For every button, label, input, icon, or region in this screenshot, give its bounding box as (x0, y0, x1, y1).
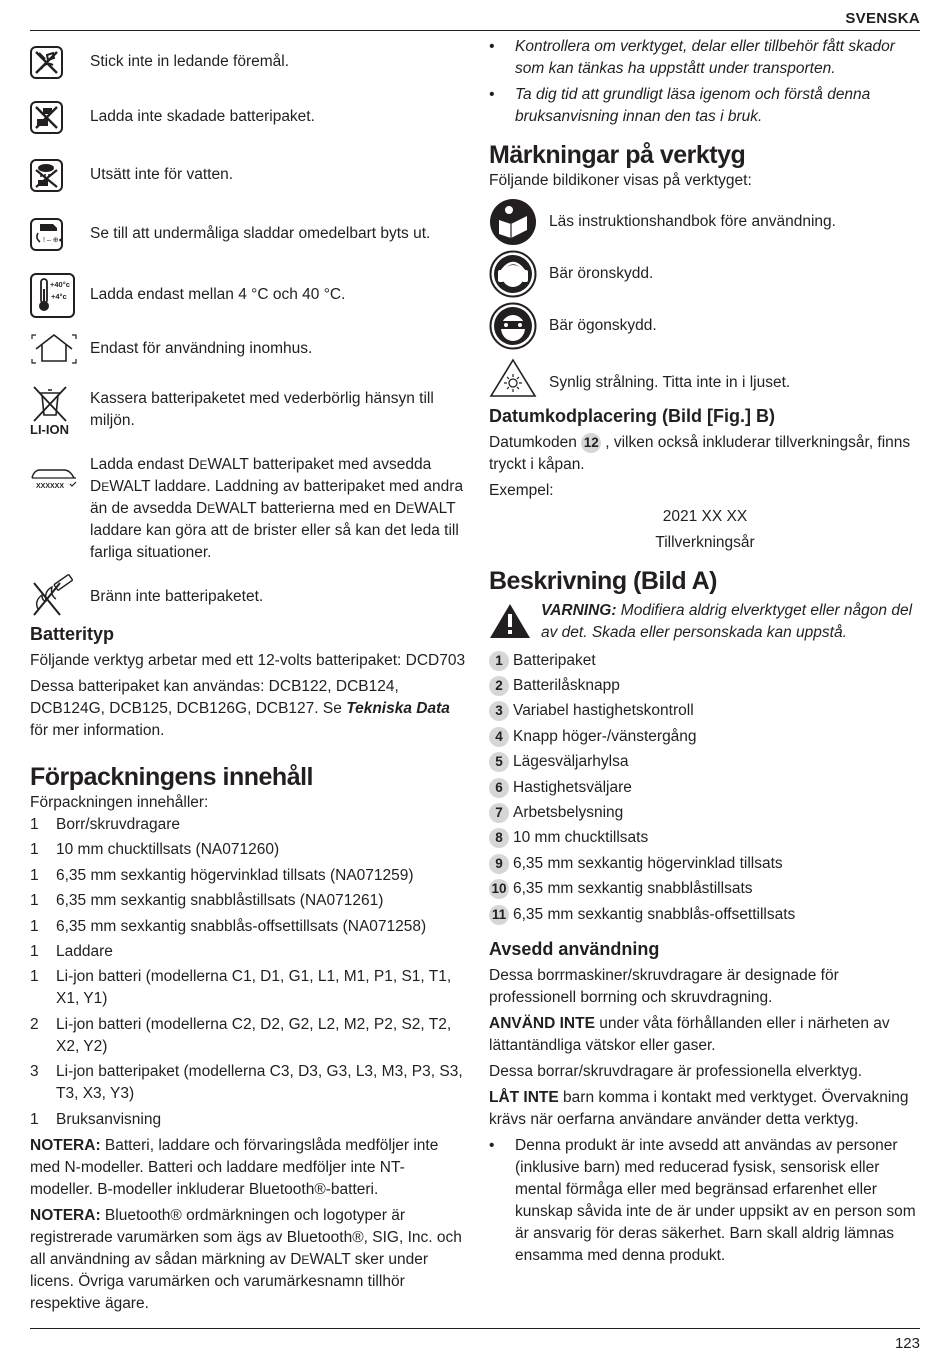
bullet-item: • Denna produkt är inte avsedd att användas av personer (inklusive barn) med reducerad fysisk, sensorisk eller mental förmåga eller med begränsad erfarenhet eller kunskap såvida inte de är under uppsikt av en person som är ansvarig för deras säkerhet. Barn skall aldrig lämnas ensamma med denna produkt. (489, 1137, 916, 1265)
eye-protection-icon (489, 302, 539, 350)
no-water-icon (30, 159, 63, 192)
symbol-row (30, 204, 466, 264)
battery-type-heading: Batterityp (30, 624, 115, 644)
svg-text:+4°c: +4°c (50, 292, 67, 301)
part-number-badge: 2 (489, 676, 509, 696)
footer-rule (30, 1328, 920, 1329)
package-item-text: 6,35 mm sexkantig snabblås-offsettillsats (NA071258) (56, 917, 427, 935)
visible-radiation-icon (489, 357, 539, 399)
markings-heading: Märkningar på verktyg (489, 141, 746, 169)
example-caption: Tillverkningsår (655, 534, 755, 551)
symbol-text: Bränn inte batteripaketet. (90, 588, 264, 605)
bullet-item: • Kontrollera om verktyget, delar eller tillbehör fått skador som kan tänkas ha uppstått under transporten. (489, 38, 895, 77)
svg-text:+40°c: +40°c (49, 280, 70, 289)
recycle-bin-icon (30, 383, 80, 437)
part-label: Hastighetsväljare (513, 778, 632, 796)
part-number-badge: 11 (489, 905, 509, 925)
marking-text: Bär öronskydd. (549, 265, 654, 282)
symbol-text: Utsätt inte för vatten. (90, 166, 234, 183)
marking-row (489, 352, 921, 404)
package-item-text: Borr/skruvdragare (56, 816, 181, 833)
date-code-text: Datumkoden 12 , vilken också inkluderar tillverkningsår, finns tryckt i kåpan. (489, 434, 911, 473)
part-label: 6,35 mm sexkantig snabblås-offsettillsats (513, 905, 796, 923)
part-number-badge: 7 (489, 803, 509, 823)
indoor-use-icon (30, 331, 80, 367)
package-intro: Förpackningen innehåller: (30, 794, 209, 811)
package-item (30, 1014, 466, 1058)
symbol-row (30, 454, 466, 564)
symbol-row (30, 372, 466, 448)
read-manual-icon (489, 198, 539, 246)
package-item (30, 966, 466, 1010)
header-rule (30, 30, 920, 31)
no-burning-battery-icon (30, 575, 80, 619)
markings-intro: Följande bildikoner visas på verktyget: (489, 172, 752, 189)
marking-row (489, 196, 921, 248)
symbol-row (30, 572, 466, 622)
package-item (30, 814, 466, 836)
package-qty: 1 (30, 841, 39, 859)
svg-text:! – ⊕●: ! – ⊕● (43, 236, 63, 244)
part-label: 6,35 mm sexkantig högervinklad tillsats (513, 854, 783, 872)
package-item (30, 839, 466, 861)
part-item (489, 902, 921, 927)
package-item-text: Li-jon batteri (modellerna C1, D1, G1, L1, M1, P1, S1, T1, X1, Y1) (56, 968, 452, 1008)
date-code-heading: Datumkodplacering (Bild [Fig.] B) (489, 406, 775, 426)
package-qty: 1 (30, 968, 39, 986)
charger-icon (30, 454, 80, 490)
bullet-item: • Ta dig tid att grundligt läsa igenom och förstå denna bruksanvisning innan den tas i bruk. (489, 86, 871, 125)
symbol-text: Endast för användning inomhus. (90, 340, 313, 357)
symbol-text: Stick inte in ledande föremål. (90, 53, 290, 70)
package-qty: 2 (30, 1015, 39, 1033)
package-item (30, 865, 466, 887)
symbol-row (30, 326, 466, 372)
part-label: Batteripaket (513, 651, 596, 669)
warning-block (489, 600, 921, 644)
package-qty: 1 (30, 816, 39, 833)
symbol-text: Ladda inte skadade batteripaket. (90, 108, 315, 125)
package-item-text: Li-jon batteri (modellerna C2, D2, G2, L2, M2, P2, S2, T2, X2, Y2) (56, 1015, 452, 1055)
part-number-badge: 8 (489, 828, 509, 848)
header-language: SVENSKA (845, 10, 920, 27)
right-column (489, 36, 921, 1267)
intended-use-p4: LÅT INTE barn komma i kontakt med verktyget. Övervakning krävs när oerfarna användare använder detta verktyg. (489, 1089, 909, 1129)
intended-use-p1: Dessa borrmaskiner/skruvdragare är designade för professionell borrning och skruvdragning. (489, 967, 839, 1007)
battery-type-p2: Dessa batteripaket kan användas: DCB122, DCB124, DCB124G, DCB125, DCB126G, DCB127. Se Tekniska Data för mer information. (30, 678, 450, 739)
part-number-badge: 5 (489, 752, 509, 772)
package-item-text: Li-jon batteripaket (modellerna C3, D3, G3, L3, M3, P3, S3, T3, X3, Y3) (56, 1063, 463, 1103)
marking-text: Läs instruktionshandbok före användning. (549, 213, 836, 230)
package-item-text: Laddare (56, 942, 113, 960)
part-item (489, 699, 921, 724)
intended-use-heading: Avsedd användning (489, 939, 660, 960)
symbol-row (30, 146, 466, 204)
part-label: 10 mm chucktillsats (513, 829, 649, 847)
package-item (30, 1061, 466, 1105)
part-item (489, 800, 921, 825)
callout-badge: 12 (581, 433, 601, 453)
package-item (30, 1109, 466, 1131)
symbol-row (30, 88, 466, 146)
package-item (30, 916, 466, 938)
symbol-text: Se till att undermåliga sladdar omedelbart byts ut. (90, 225, 431, 242)
example-value: 2021 XX XX (662, 508, 748, 525)
marking-row (489, 300, 921, 352)
package-qty: 1 (30, 917, 39, 935)
marking-text: Bär ögonskydd. (549, 317, 657, 334)
package-note-2: NOTERA: Bluetooth® ordmärkningen och logotyper är registrerade varumärken som ägs av Bluetooth®, SIG, Inc. och all användning av sådan märkning av DEWALT sker under licens. Övriga varumärken och varumärkesnamn tillhör respektive ägare. (30, 1206, 462, 1312)
part-label: Arbetsbelysning (513, 804, 624, 822)
symbol-row (30, 264, 466, 326)
package-item (30, 890, 466, 912)
package-list (30, 814, 466, 1131)
warning-text: VARNING: Modifiera aldrig elverktyget eller någon del av det. Skada eller personskada kan uppstå. (541, 602, 913, 641)
replace-cord-icon (30, 218, 63, 251)
part-label: Lägesväljarhylsa (513, 753, 629, 771)
part-label: Knapp höger-/vänstergång (513, 727, 697, 745)
part-number-badge: 4 (489, 727, 509, 747)
svg-text:XXXXXX: XXXXXX (36, 483, 65, 490)
no-conductive-objects-icon (30, 46, 63, 79)
package-qty: 3 (30, 1063, 39, 1081)
symbol-text: Ladda endast mellan 4 °C och 40 °C. (90, 286, 346, 303)
part-label: Variabel hastighetskontroll (513, 702, 694, 720)
part-item (489, 877, 921, 902)
left-column (30, 36, 466, 1315)
part-item (489, 750, 921, 775)
no-damaged-battery-icon (30, 101, 63, 134)
charger-text: Ladda endast DEWALT batteripaket med avsedda DEWALT laddare. Laddning av batteripaket med andra än de avsedda DEWALT batterierna med en DEWALT laddare kan göra att de brister eller så kan det leda till farliga situationer. (90, 456, 464, 561)
package-note-1: NOTERA: Batteri, laddare och förvaringslåda medföljer inte med N-modeller. Batteri och laddare medföljer inte NT-modeller. B-modeller inkluderar Bluetooth®-batteri. (30, 1136, 439, 1198)
page-number: 123 (894, 1335, 920, 1352)
part-number-badge: 1 (489, 651, 509, 671)
example-label: Exempel: (489, 482, 554, 499)
part-item (489, 724, 921, 749)
intended-use-p3: Dessa borrar/skruvdragare är professionella elverktyg. (489, 1063, 863, 1081)
part-number-badge: 6 (489, 778, 509, 798)
marking-text: Synlig strålning. Titta inte in i ljuset. (549, 374, 791, 391)
part-item (489, 826, 921, 851)
battery-type-p1: Följande verktyg arbetar med ett 12-volts batteripaket: DCD703 (30, 652, 466, 669)
part-item (489, 648, 921, 673)
package-item (30, 941, 466, 963)
part-item (489, 775, 921, 800)
package-item-text: 10 mm chucktillsats (NA071260) (56, 841, 280, 859)
symbol-row (30, 36, 466, 88)
parts-list (489, 648, 921, 927)
marking-row (489, 248, 921, 300)
part-label: Batterilåsknapp (513, 677, 620, 695)
temperature-icon (30, 273, 75, 318)
package-heading: Förpackningens innehåll (30, 763, 313, 791)
part-label: 6,35 mm sexkantig snabblåstillsats (513, 880, 753, 898)
symbol-text: Kassera batteripaketet med vederbörlig hänsyn till miljön. (90, 390, 434, 429)
package-qty: 1 (30, 942, 39, 960)
warning-icon (489, 600, 539, 640)
part-item (489, 673, 921, 698)
package-qty: 1 (30, 892, 39, 910)
part-number-badge: 10 (489, 879, 509, 899)
package-qty: 1 (30, 1110, 39, 1128)
li-ion-label: LI-ION (30, 422, 69, 437)
package-item-text: 6,35 mm sexkantig högervinklad tillsats (NA071259) (56, 866, 414, 884)
ear-protection-icon (489, 250, 539, 298)
part-number-badge: 9 (489, 854, 509, 874)
package-item-text: 6,35 mm sexkantig snabblåstillsats (NA071261) (56, 892, 384, 910)
description-heading: Beskrivning (Bild A) (489, 567, 717, 595)
package-qty: 1 (30, 866, 39, 884)
part-number-badge: 3 (489, 701, 509, 721)
package-item-text: Bruksanvisning (56, 1110, 162, 1128)
part-item (489, 851, 921, 876)
intended-use-p2: ANVÄND INTE under våta förhållanden eller i närheten av lättantändliga vätskor eller gaser. (489, 1015, 890, 1055)
